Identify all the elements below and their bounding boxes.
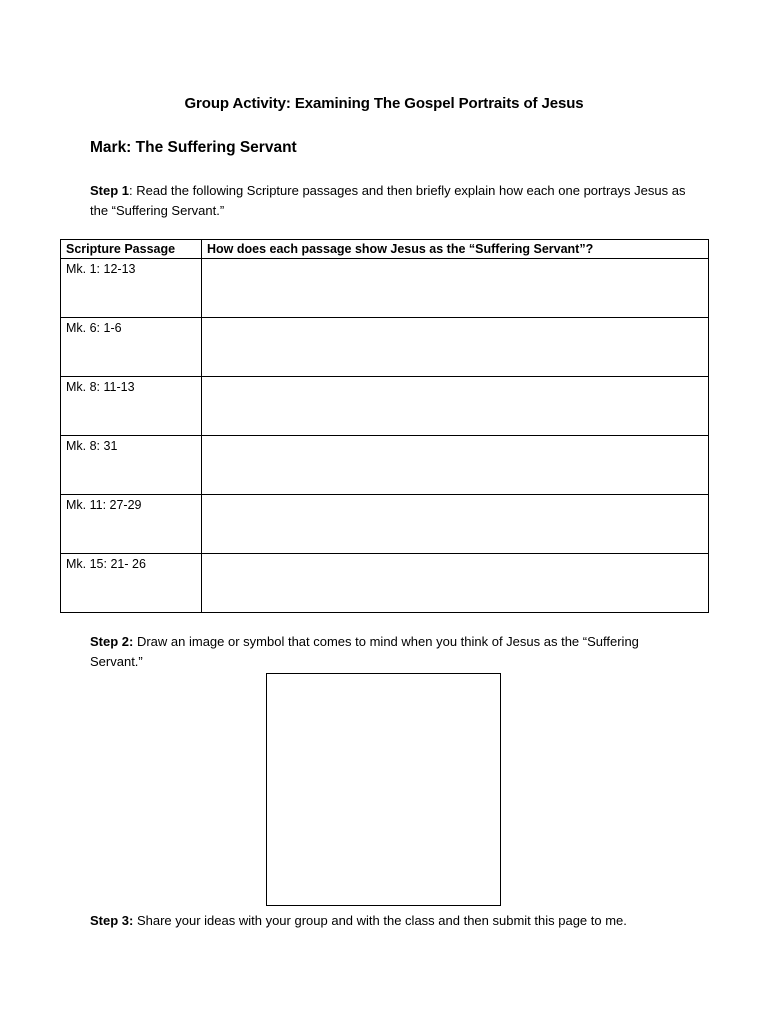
step-3-text: Share your ideas with your group and with the class and then submit this page to me. [133,913,627,928]
table-header-row [61,240,709,259]
passage-cell: Mk. 8: 31 [61,436,202,495]
table-row [61,259,709,318]
header-suffering-servant-question: How does each passage show Jesus as the “Suffering Servant”? [202,240,709,259]
answer-cell[interactable] [202,436,709,495]
passage-cell: Mk. 1: 12-13 [61,259,202,318]
passage-cell: Mk. 8: 11-13 [61,377,202,436]
section-title: Mark: The Suffering Servant [90,139,297,156]
step-2-text: Draw an image or symbol that comes to mind when you think of Jesus as the “Suffering Servant.” [90,634,639,669]
answer-cell[interactable] [202,318,709,377]
step-2-instructions [90,632,690,672]
table-row [61,436,709,495]
page-title: Group Activity: Examining The Gospel Portraits of Jesus [184,95,584,112]
table-row [61,554,709,613]
passage-cell: Mk. 15: 21- 26 [61,554,202,613]
step-1-label: Step 1 [90,183,130,198]
step-3-instructions [90,911,730,931]
answer-cell[interactable] [202,259,709,318]
step-3-label: Step 3: [90,913,134,928]
table-row [61,495,709,554]
table-row [61,318,709,377]
passage-cell: Mk. 6: 1-6 [61,318,202,377]
header-scripture-passage: Scripture Passage [61,240,202,259]
scripture-passages-table [60,239,709,613]
answer-cell[interactable] [202,495,709,554]
answer-cell[interactable] [202,377,709,436]
drawing-box[interactable] [266,673,501,906]
step-1-text: : Read the following Scripture passages and then briefly explain how each one portrays Jesus as the “Suffering Servant.” [90,183,686,218]
passage-cell: Mk. 11: 27-29 [61,495,202,554]
table-row [61,377,709,436]
answer-cell[interactable] [202,554,709,613]
step-1-instructions [90,181,690,221]
step-2-label: Step 2: [90,634,134,649]
